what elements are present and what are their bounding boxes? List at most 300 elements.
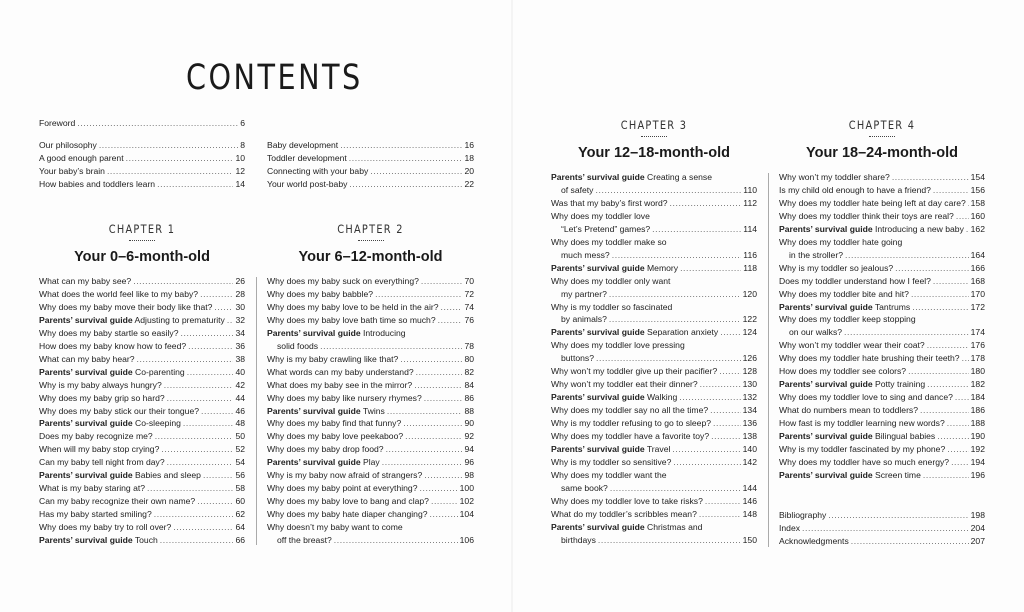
toc-entry-text: Why won’t my toddler wear their coat? bbox=[779, 340, 925, 351]
toc-entry-text: same book? bbox=[561, 482, 608, 493]
chapter-1-entries bbox=[39, 275, 245, 547]
dot-leader bbox=[955, 391, 969, 404]
toc-entry-text: Does my toddler understand how I feel? bbox=[779, 275, 931, 286]
toc-entry[interactable] bbox=[267, 405, 474, 418]
toc-entry[interactable] bbox=[267, 430, 474, 443]
toc-entry-title bbox=[551, 326, 718, 339]
toc-entry[interactable] bbox=[39, 178, 245, 191]
toc-entry[interactable] bbox=[779, 288, 985, 301]
toc-entry-title bbox=[779, 210, 954, 223]
dot-leader bbox=[161, 443, 233, 456]
dot-leader bbox=[375, 288, 462, 301]
page-number: 18 bbox=[464, 152, 474, 163]
dot-leader bbox=[77, 117, 238, 130]
dot-leader bbox=[609, 313, 741, 326]
dot-leader bbox=[720, 326, 740, 339]
toc-entry-text: Why is my baby crawling like that? bbox=[267, 353, 399, 364]
dot-leader bbox=[430, 508, 458, 521]
toc-entry[interactable] bbox=[39, 340, 245, 353]
toc-entry-title bbox=[551, 288, 607, 301]
page-number: 50 bbox=[235, 431, 245, 442]
toc-entry[interactable] bbox=[39, 534, 245, 547]
toc-entry[interactable] bbox=[551, 223, 757, 236]
toc-entry[interactable] bbox=[267, 275, 474, 288]
toc-entry[interactable] bbox=[551, 262, 757, 275]
toc-entry-title bbox=[779, 288, 909, 301]
toc-entry-title bbox=[39, 301, 212, 314]
dot-leader bbox=[334, 534, 458, 547]
survival-guide-label: Parents’ survival guide bbox=[39, 535, 133, 546]
toc-entry[interactable] bbox=[551, 534, 757, 547]
dot-leader bbox=[895, 262, 969, 275]
toc-entry-text: Why does my toddler love to sing and dance? bbox=[779, 392, 953, 403]
toc-entry-title bbox=[267, 417, 401, 430]
toc-entry[interactable] bbox=[551, 391, 757, 404]
dot-leader bbox=[802, 522, 969, 535]
dot-leader bbox=[200, 288, 233, 301]
toc-entry[interactable] bbox=[39, 117, 245, 130]
dot-leader bbox=[598, 534, 741, 547]
toc-entry-text: Acknowledgments bbox=[779, 535, 849, 546]
toc-entry[interactable] bbox=[779, 509, 985, 522]
toc-entry[interactable] bbox=[267, 288, 474, 301]
dot-leader bbox=[414, 379, 462, 392]
toc-entry[interactable] bbox=[39, 405, 245, 418]
toc-entry[interactable] bbox=[267, 508, 474, 521]
toc-entry-text: Why does my baby find that funny? bbox=[267, 418, 402, 429]
chapter-3-number: CHAPTER 3 bbox=[620, 118, 688, 132]
toc-entry[interactable] bbox=[267, 366, 474, 379]
toc-entry[interactable] bbox=[39, 314, 245, 327]
toc-entry[interactable] bbox=[39, 353, 245, 366]
toc-entry[interactable] bbox=[779, 313, 985, 326]
survival-guide-label: Parents’ survival guide bbox=[551, 327, 645, 338]
survival-guide-label: Parents’ survival guide bbox=[39, 366, 133, 377]
toc-entry-text: What does the world feel like to my baby? bbox=[39, 288, 199, 299]
toc-entry-text: Why does my baby drop food? bbox=[267, 444, 384, 455]
chapter-4-rule bbox=[869, 136, 895, 137]
toc-entry-title bbox=[551, 417, 711, 430]
dot-leader bbox=[679, 391, 740, 404]
toc-entry[interactable] bbox=[779, 378, 985, 391]
toc-entry[interactable] bbox=[779, 522, 985, 535]
dot-leader bbox=[349, 178, 462, 191]
toc-entry[interactable] bbox=[551, 443, 757, 456]
toc-entry-title bbox=[39, 456, 165, 469]
dot-leader bbox=[933, 184, 969, 197]
page-number: 76 bbox=[464, 314, 474, 325]
toc-entry-text: What can my baby see? bbox=[39, 276, 132, 286]
toc-entry[interactable] bbox=[551, 171, 757, 184]
toc-entry-title bbox=[551, 223, 650, 236]
toc-entry[interactable] bbox=[267, 482, 474, 495]
survival-guide-label: Parents’ survival guide bbox=[267, 327, 361, 338]
dot-leader bbox=[844, 326, 969, 339]
toc-entry[interactable] bbox=[551, 197, 757, 210]
dot-leader bbox=[652, 223, 741, 236]
toc-entry[interactable] bbox=[39, 379, 245, 392]
toc-entry-text: What do my toddler’s scribbles mean? bbox=[551, 508, 697, 519]
toc-entry[interactable] bbox=[551, 210, 757, 223]
toc-entry[interactable] bbox=[267, 469, 474, 482]
toc-entry-text: Why does my toddler have a favorite toy? bbox=[551, 431, 710, 442]
toc-entry[interactable] bbox=[39, 152, 245, 165]
toc-entry[interactable] bbox=[779, 184, 985, 197]
dot-leader bbox=[845, 249, 969, 262]
toc-entry-text: Has my baby started smiling? bbox=[39, 509, 152, 520]
toc-entry[interactable] bbox=[39, 366, 245, 379]
toc-entry-text: Can my baby tell night from day? bbox=[39, 457, 165, 468]
toc-entry[interactable] bbox=[267, 178, 474, 191]
toc-entry-title bbox=[39, 340, 186, 353]
page-number: 42 bbox=[235, 379, 245, 390]
page-number: 54 bbox=[235, 457, 245, 468]
dot-leader bbox=[933, 275, 969, 288]
dot-leader bbox=[968, 197, 969, 210]
survival-guide-label: Parents’ survival guide bbox=[39, 470, 133, 481]
page-number: 144 bbox=[742, 482, 757, 493]
toc-entry[interactable] bbox=[267, 379, 474, 392]
toc-entry-title bbox=[39, 152, 124, 165]
toc-entry[interactable] bbox=[551, 326, 757, 339]
toc-entry[interactable] bbox=[779, 223, 985, 236]
toc-entry[interactable] bbox=[39, 392, 245, 405]
toc-entry-text: Why does my toddler love bbox=[551, 210, 650, 221]
toc-entry[interactable] bbox=[779, 404, 985, 417]
toc-entry[interactable] bbox=[39, 430, 245, 443]
page-number: 94 bbox=[464, 444, 474, 455]
toc-entry[interactable] bbox=[551, 508, 757, 521]
toc-entry[interactable] bbox=[267, 534, 474, 547]
toc-entry[interactable] bbox=[551, 404, 757, 417]
page-number: 56 bbox=[235, 470, 245, 481]
page-number: 96 bbox=[464, 457, 474, 468]
toc-entry[interactable] bbox=[551, 495, 757, 508]
page-number: 8 bbox=[240, 139, 245, 150]
toc-entry[interactable] bbox=[39, 443, 245, 456]
dot-leader bbox=[927, 378, 968, 391]
chapter-1-heading bbox=[39, 222, 245, 265]
page-number: 164 bbox=[970, 249, 985, 260]
page-number: 102 bbox=[459, 496, 474, 507]
toc-entry[interactable] bbox=[551, 417, 757, 430]
toc-entry[interactable] bbox=[779, 210, 985, 223]
toc-entry[interactable] bbox=[551, 456, 757, 469]
toc-entry-text: Potty training bbox=[872, 379, 926, 390]
toc-entry[interactable] bbox=[779, 236, 985, 249]
page-number: 148 bbox=[742, 508, 757, 519]
toc-entry-title bbox=[779, 535, 849, 548]
toc-entry[interactable] bbox=[39, 165, 245, 178]
dot-leader bbox=[595, 184, 741, 197]
toc-entry[interactable] bbox=[779, 469, 985, 482]
toc-entry[interactable] bbox=[267, 392, 474, 405]
toc-entry-text: Why won’t my toddler give up their pacifier? bbox=[551, 366, 718, 377]
toc-entry-text: Foreword bbox=[39, 118, 76, 128]
toc-entry[interactable] bbox=[39, 482, 245, 495]
toc-entry[interactable] bbox=[267, 495, 474, 508]
toc-entry[interactable] bbox=[39, 508, 245, 521]
toc-entry[interactable] bbox=[39, 301, 245, 314]
toc-entry-title bbox=[551, 313, 607, 326]
toc-entry[interactable] bbox=[267, 165, 474, 178]
toc-entry[interactable] bbox=[779, 339, 985, 352]
toc-entry-title bbox=[551, 210, 650, 223]
toc-entry[interactable] bbox=[551, 249, 757, 262]
page-number: 146 bbox=[742, 495, 757, 506]
dot-leader bbox=[320, 340, 462, 353]
page-number: 38 bbox=[235, 353, 245, 364]
chapter-3-title: Your 12–18-month-old bbox=[578, 145, 730, 161]
chapter-3-heading bbox=[551, 118, 757, 161]
toc-entry-title bbox=[39, 430, 153, 443]
toc-entry-title bbox=[39, 327, 178, 340]
page-number: 30 bbox=[235, 301, 245, 312]
toc-entry-title bbox=[551, 508, 697, 521]
page-number: 190 bbox=[970, 431, 985, 442]
dot-leader bbox=[403, 417, 462, 430]
toc-entry[interactable] bbox=[39, 469, 245, 482]
toc-entry-title bbox=[779, 249, 843, 262]
toc-entry-title bbox=[267, 366, 414, 379]
page-number: 36 bbox=[235, 340, 245, 351]
dot-leader bbox=[672, 443, 740, 456]
toc-entry-title bbox=[551, 171, 712, 184]
dot-leader bbox=[719, 365, 740, 378]
page-number: 158 bbox=[970, 197, 985, 208]
toc-entry-title bbox=[779, 262, 893, 275]
toc-entry-title bbox=[779, 352, 960, 365]
dot-leader bbox=[441, 301, 463, 314]
toc-entry[interactable] bbox=[39, 288, 245, 301]
toc-entry[interactable] bbox=[779, 171, 985, 184]
page-number: 172 bbox=[970, 301, 985, 312]
back-matter-list bbox=[779, 509, 985, 548]
toc-entry[interactable] bbox=[779, 456, 985, 469]
toc-entry[interactable] bbox=[779, 262, 985, 275]
toc-entry-text: Why does my toddler bite and hit? bbox=[779, 288, 909, 299]
page-number: 192 bbox=[970, 444, 985, 455]
toc-entry[interactable] bbox=[39, 139, 245, 152]
toc-entry-title bbox=[779, 365, 906, 378]
page-number: 150 bbox=[742, 534, 757, 545]
toc-entry[interactable] bbox=[551, 236, 757, 249]
dot-leader bbox=[962, 352, 969, 365]
toc-entry[interactable] bbox=[39, 275, 245, 288]
toc-entry-title bbox=[267, 534, 332, 547]
toc-entry-text: Our philosophy bbox=[39, 139, 97, 150]
page-number: 196 bbox=[970, 469, 985, 480]
toc-entry-title bbox=[39, 482, 145, 495]
dot-leader bbox=[387, 405, 463, 418]
survival-guide-label: Parents’ survival guide bbox=[779, 301, 873, 312]
toc-entry[interactable] bbox=[551, 339, 757, 352]
page-number: 66 bbox=[235, 535, 245, 546]
toc-entry-text: Why is my toddler fascinated by my phone? bbox=[779, 444, 946, 455]
toc-entry-title bbox=[267, 327, 406, 340]
dot-leader bbox=[400, 353, 462, 366]
dot-leader bbox=[340, 139, 462, 152]
dot-leader bbox=[680, 262, 741, 275]
toc-entry-text: Touch bbox=[132, 535, 158, 546]
toc-entry-text: Screen time bbox=[872, 469, 921, 480]
toc-entry[interactable] bbox=[779, 352, 985, 365]
toc-entry[interactable] bbox=[551, 521, 757, 534]
toc-entry[interactable] bbox=[779, 417, 985, 430]
toc-entry[interactable] bbox=[267, 456, 474, 469]
chapter-1-title: Your 0–6-month-old bbox=[74, 249, 210, 265]
toc-entry[interactable] bbox=[267, 353, 474, 366]
dot-leader bbox=[438, 314, 463, 327]
toc-entry[interactable] bbox=[779, 275, 985, 288]
toc-entry-text: Introducing bbox=[360, 327, 406, 338]
toc-entry[interactable] bbox=[551, 313, 757, 326]
toc-entry-text: Does my baby recognize me? bbox=[39, 431, 153, 442]
page-number: 88 bbox=[464, 405, 474, 416]
toc-entry-title bbox=[39, 275, 131, 288]
survival-guide-label: Parents’ survival guide bbox=[267, 457, 361, 468]
dot-leader bbox=[911, 288, 969, 301]
chapter-2-title: Your 6–12-month-old bbox=[298, 249, 443, 265]
page-number: 186 bbox=[970, 405, 985, 416]
toc-entry[interactable] bbox=[39, 327, 245, 340]
dot-leader bbox=[107, 165, 234, 178]
dot-leader bbox=[947, 443, 968, 456]
toc-entry-title bbox=[551, 378, 698, 391]
page-number: 120 bbox=[742, 288, 757, 299]
toc-entry-title bbox=[779, 339, 925, 352]
toc-entry-title bbox=[39, 379, 162, 392]
page-number: 84 bbox=[464, 379, 474, 390]
toc-entry[interactable] bbox=[267, 417, 474, 430]
toc-entry[interactable] bbox=[551, 352, 757, 365]
page-number: 134 bbox=[742, 405, 757, 416]
toc-entry[interactable] bbox=[779, 430, 985, 443]
toc-entry[interactable] bbox=[779, 535, 985, 548]
dot-leader bbox=[187, 366, 234, 379]
toc-entry[interactable] bbox=[39, 417, 245, 430]
dot-leader bbox=[183, 417, 234, 430]
toc-entry[interactable] bbox=[779, 326, 985, 339]
toc-entry-text: in the stroller? bbox=[789, 249, 843, 260]
chapter-2-number: CHAPTER 2 bbox=[337, 222, 404, 236]
survival-guide-label: Parents’ survival guide bbox=[779, 431, 873, 442]
toc-entry-title bbox=[39, 521, 171, 534]
toc-entry[interactable] bbox=[551, 184, 757, 197]
page-number: 140 bbox=[742, 444, 757, 455]
list-gap bbox=[39, 130, 245, 139]
toc-entry-text: Was that my baby’s first word? bbox=[551, 197, 668, 208]
toc-entry-title bbox=[267, 456, 380, 469]
toc-entry[interactable] bbox=[267, 521, 474, 534]
survival-guide-label: Parents’ survival guide bbox=[551, 521, 645, 532]
dot-leader bbox=[405, 430, 462, 443]
page-number: 194 bbox=[970, 456, 985, 467]
page-number: 32 bbox=[235, 314, 245, 325]
toc-entry-text: “Let’s Pretend” games? bbox=[561, 223, 651, 234]
dot-leader bbox=[154, 508, 234, 521]
toc-entry[interactable] bbox=[779, 365, 985, 378]
toc-entry[interactable] bbox=[267, 139, 474, 152]
chapter-4-number: CHAPTER 4 bbox=[848, 118, 916, 132]
dot-leader bbox=[147, 482, 233, 495]
page-number: 62 bbox=[235, 509, 245, 520]
toc-entry[interactable] bbox=[779, 443, 985, 456]
toc-entry[interactable] bbox=[551, 378, 757, 391]
toc-entry[interactable] bbox=[39, 521, 245, 534]
toc-entry[interactable] bbox=[779, 391, 985, 404]
toc-entry[interactable] bbox=[267, 301, 474, 314]
toc-entry-title bbox=[551, 443, 670, 456]
toc-entry-text: When will my baby stop crying? bbox=[39, 444, 160, 455]
toc-entry[interactable] bbox=[267, 443, 474, 456]
toc-entry[interactable] bbox=[267, 327, 474, 340]
toc-entry[interactable] bbox=[551, 430, 757, 443]
dot-leader bbox=[923, 469, 969, 482]
dot-leader bbox=[612, 249, 742, 262]
toc-entry[interactable] bbox=[551, 288, 757, 301]
toc-entry-text: Why does my toddler make so bbox=[551, 236, 667, 247]
toc-entry[interactable] bbox=[267, 152, 474, 165]
toc-entry[interactable] bbox=[551, 482, 757, 495]
toc-entry[interactable] bbox=[779, 249, 985, 262]
toc-entry[interactable] bbox=[779, 301, 985, 314]
toc-entry-text: Why does my baby love to be held in the air? bbox=[267, 301, 439, 312]
page-number: 72 bbox=[464, 288, 474, 299]
page-number: 156 bbox=[970, 184, 985, 195]
toc-entry-text: Why is my toddler refusing to go to sleep? bbox=[551, 418, 712, 429]
page-number: 48 bbox=[235, 418, 245, 429]
toc-entry-text: Memory bbox=[644, 262, 679, 273]
toc-entry[interactable] bbox=[551, 275, 757, 288]
toc-entry-text: Why is my baby now afraid of strangers? bbox=[267, 470, 423, 481]
toc-entry-title bbox=[551, 275, 670, 288]
toc-entry-title bbox=[551, 262, 678, 275]
toc-entry-title bbox=[779, 326, 842, 339]
dot-leader bbox=[956, 210, 969, 223]
toc-entry[interactable] bbox=[39, 495, 245, 508]
dot-leader bbox=[201, 405, 233, 418]
toc-entry[interactable] bbox=[267, 314, 474, 327]
page-number: 126 bbox=[742, 353, 757, 364]
toc-entry-title bbox=[779, 456, 949, 469]
toc-entry-title bbox=[551, 352, 594, 365]
toc-entry-text: Why does my baby move their body like that? bbox=[39, 301, 213, 312]
toc-entry[interactable] bbox=[267, 340, 474, 353]
dot-leader bbox=[912, 301, 968, 314]
toc-entry-text: A good enough parent bbox=[39, 152, 124, 163]
toc-entry-title bbox=[267, 152, 347, 165]
dot-leader bbox=[670, 197, 742, 210]
dot-leader bbox=[699, 508, 741, 521]
dot-leader bbox=[711, 430, 741, 443]
toc-entry-text: Why is my toddler so sensitive? bbox=[551, 456, 672, 467]
toc-entry[interactable] bbox=[779, 197, 985, 210]
dot-leader bbox=[164, 379, 234, 392]
dot-leader bbox=[160, 534, 234, 547]
toc-entry-title bbox=[779, 197, 966, 210]
toc-entry-title bbox=[551, 391, 677, 404]
toc-entry-text: Why is my toddler so jealous? bbox=[779, 262, 894, 273]
toc-entry-text: Bibliography bbox=[779, 510, 827, 520]
toc-entry[interactable] bbox=[551, 301, 757, 314]
dot-leader bbox=[424, 392, 463, 405]
toc-entry[interactable] bbox=[551, 469, 757, 482]
page-number: 26 bbox=[235, 276, 245, 286]
toc-entry[interactable] bbox=[551, 365, 757, 378]
toc-entry-text: Christmas and bbox=[644, 521, 703, 532]
toc-entry[interactable] bbox=[39, 456, 245, 469]
